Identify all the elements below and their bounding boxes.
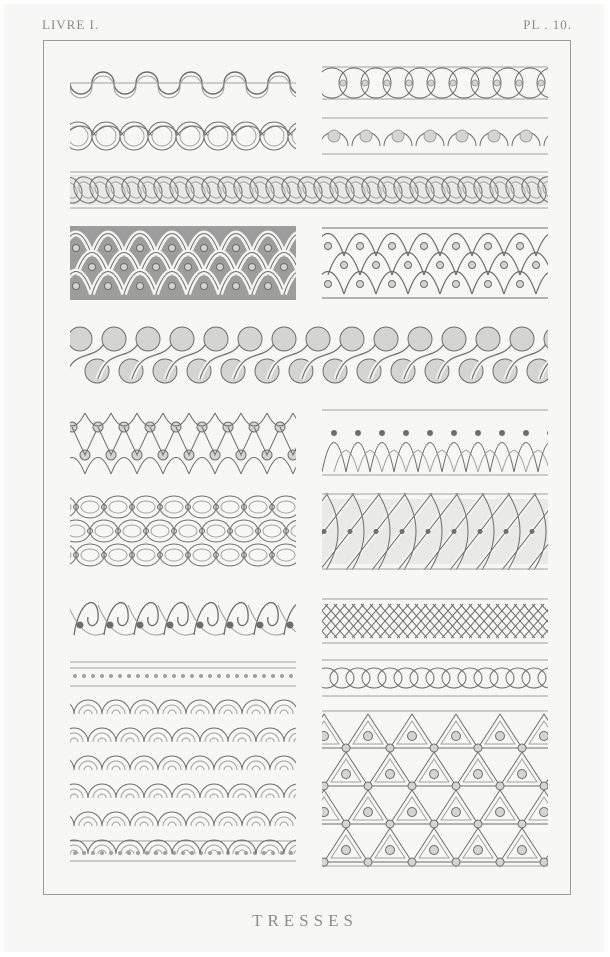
diagonal-woven-braid-band [242, 493, 610, 570]
ring-chain-band [317, 67, 567, 99]
plate-number: PL . 10. [523, 17, 572, 32]
wave-swirl-field [46, 662, 326, 861]
knotted-lattice-band [59, 413, 332, 474]
plate-title: TRESSES [252, 911, 358, 930]
double-s-scroll-band [64, 327, 586, 383]
book-label: LIVRE I. [42, 17, 100, 32]
dotted-scroll-band [320, 118, 572, 154]
triangular-knot-field [298, 711, 610, 904]
shaded-triple-braid-band [60, 226, 348, 300]
arched-fan-lattice-band [322, 410, 598, 475]
interlaced-scroll-band [64, 122, 320, 150]
crosshatch-lattice-band [262, 599, 610, 643]
complex-knot-braid-band [48, 496, 331, 566]
twisted-rope-band [53, 172, 567, 208]
looped-chain-band [314, 660, 578, 696]
looped-braid-band [312, 228, 600, 298]
wave-scroll-band [70, 72, 334, 98]
hooked-scroll-braid-band [68, 603, 344, 635]
